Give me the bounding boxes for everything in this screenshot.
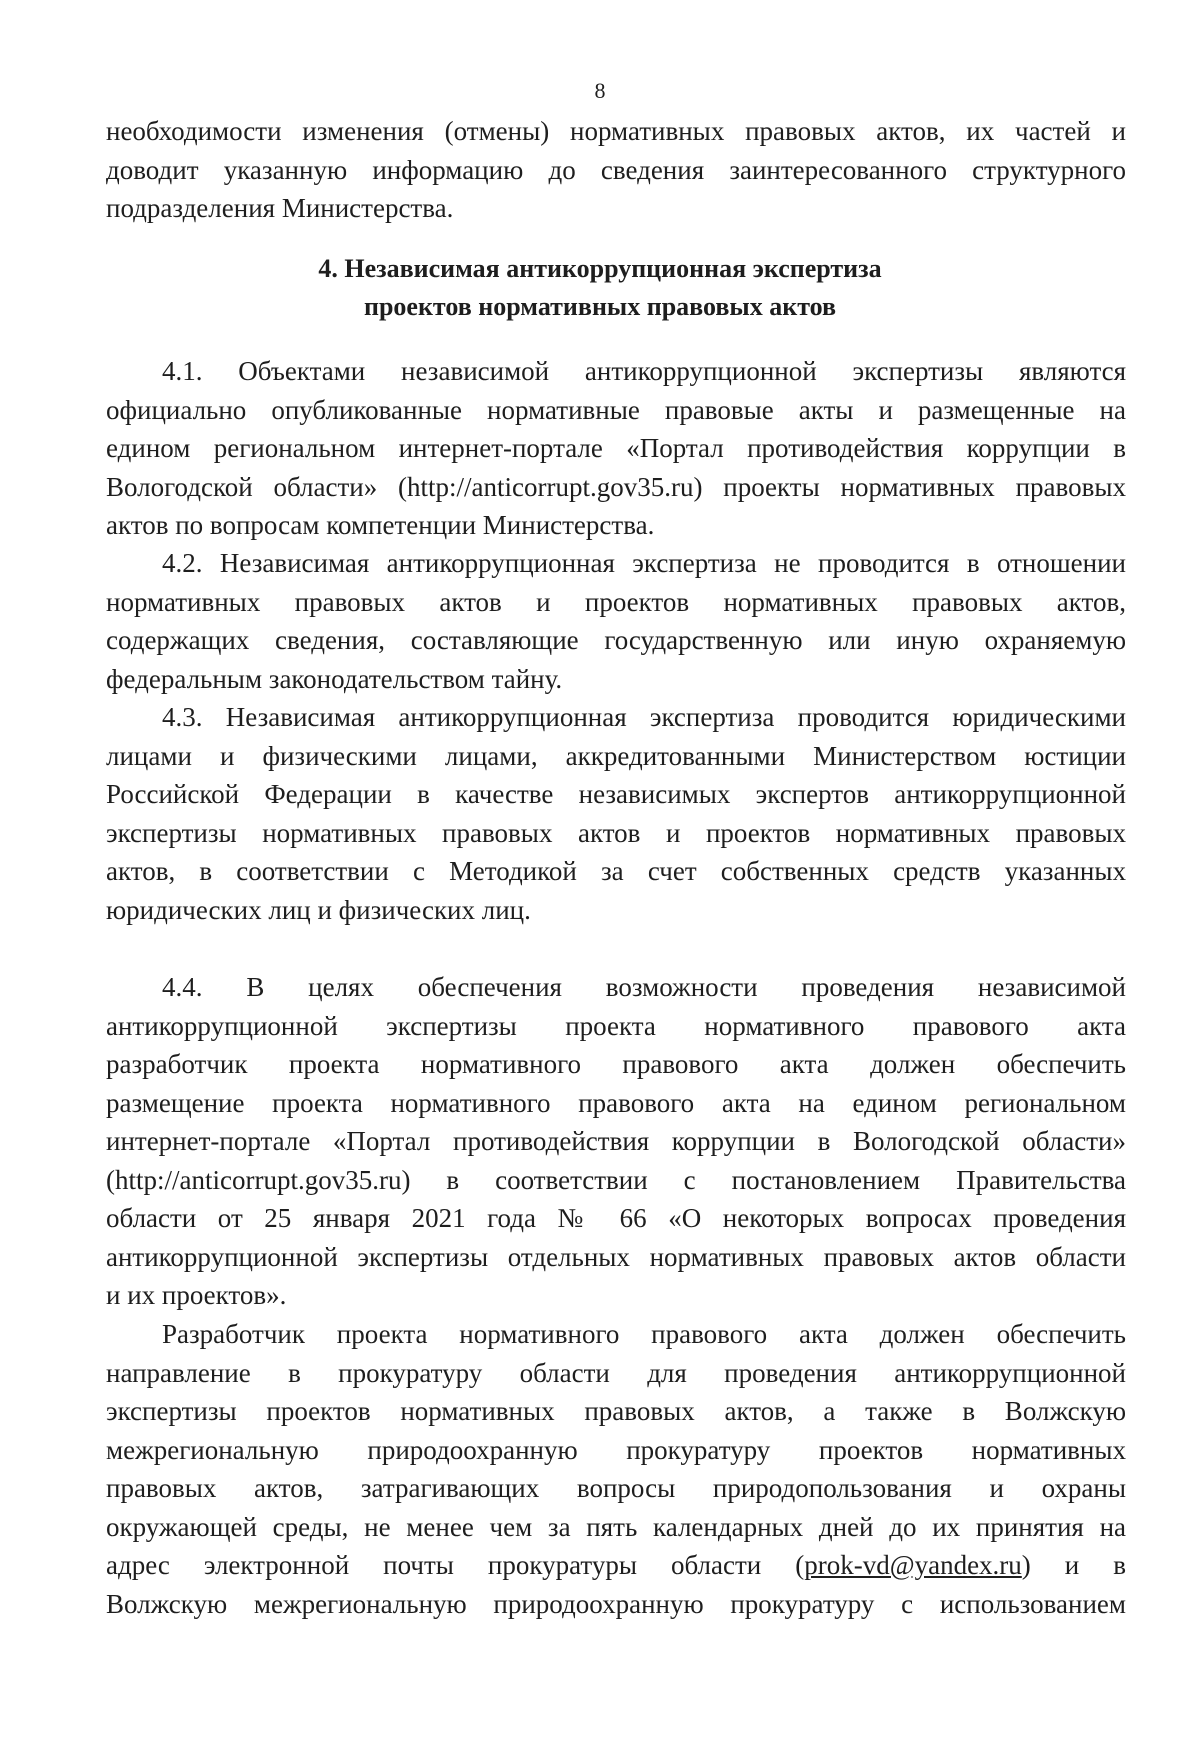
text-line: Волжскую межрегиональную природоохранную прокуратуру с использованием <box>106 1588 1126 1619</box>
text-line: области от 25 января 2021 года № 66 «О некоторых вопросах проведения <box>106 1203 1126 1233</box>
paragraph-4-3 <box>106 698 1126 929</box>
text-line: федеральным законодательством тайну. <box>106 663 563 694</box>
text-line: Вологодской области» (http://anticorrupt.gov35.ru) проекты нормативных правовых <box>106 471 1126 502</box>
text-line: интернет-портале «Портал противодействия коррупции в Вологодской области» <box>106 1126 1126 1156</box>
text-line: актов, в соответствии с Методикой за счет собственных средств указанных <box>106 856 1126 886</box>
text-line: 4.1. Объектами независимой антикоррупционной экспертизы являются <box>162 356 1126 386</box>
text-line: и их проектов». <box>106 1280 287 1310</box>
email-line-before: адрес электронной почты прокуратуры области ( <box>106 1550 805 1580</box>
text-line: официально опубликованные нормативные правовые акты и размещенные на <box>106 394 1126 425</box>
text-line: экспертизы нормативных правовых актов и проектов нормативных правовых <box>106 817 1126 848</box>
text-line: направление в прокуратуру области для проведения антикоррупционной <box>106 1357 1126 1388</box>
text-line: (http://anticorrupt.gov35.ru) в соответствии с постановлением Правительства <box>106 1164 1126 1195</box>
text-line: едином региональном интернет-портале «Портал противодействия коррупции в <box>106 433 1126 463</box>
section-heading <box>0 250 1200 326</box>
text-line: Разработчик проекта нормативного правового акта должен обеспечить <box>162 1319 1126 1349</box>
text-line: 4.4. В целях обеспечения возможности проведения независимой <box>162 972 1126 1002</box>
section-heading-line-1: 4. Независимая антикоррупционная экспертиза <box>318 254 882 283</box>
text-line: нормативных правовых актов и проектов нормативных правовых актов, <box>106 586 1126 617</box>
section-heading-line-2: проектов нормативных правовых актов <box>363 292 837 321</box>
text-line: содержащих сведения, составляющие государственную или иную охраняемую <box>106 625 1126 655</box>
text-line: 4.2. Независимая антикоррупционная экспертиза не проводится в отношении <box>162 548 1126 578</box>
text-line: юридических лиц и физических лиц. <box>106 894 531 925</box>
text-line: подразделения Министерства. <box>106 193 454 223</box>
text-line-email <box>106 1546 1126 1585</box>
text-line: экспертизы проектов нормативных правовых актов, а также в Волжскую <box>106 1396 1126 1426</box>
text-line: Российской Федерации в качестве независимых экспертов антикоррупционной <box>106 779 1126 809</box>
paragraph-4-2 <box>106 544 1126 698</box>
text-line: окружающей среды, не менее чем за пять календарных дней до их принятия на <box>106 1511 1126 1542</box>
page-number: 8 <box>594 78 606 103</box>
email-link[interactable]: prok-vd@yandex.ru <box>804 1550 1022 1580</box>
text-line: 4.3. Независимая антикоррупционная экспертиза проводится юридическими <box>162 702 1126 732</box>
text-line: лицами и физическими лицами, аккредитованными Министерством юстиции <box>106 740 1126 771</box>
email-line-after: ) и в <box>1021 1550 1126 1580</box>
text-line: антикоррупционной экспертизы отдельных нормативных правовых актов области <box>106 1241 1126 1272</box>
text-line: размещение проекта нормативного правового акта на едином региональном <box>106 1087 1126 1118</box>
text-line: правовых актов, затрагивающих вопросы природопользования и охраны <box>106 1473 1126 1503</box>
paragraph-4-1 <box>106 352 1126 545</box>
paragraph-4-4 <box>106 968 1126 1315</box>
paragraph-developer <box>106 1315 1126 1623</box>
intro-paragraph <box>106 112 1126 228</box>
text-line: актов по вопросам компетенции Министерства. <box>106 510 655 540</box>
text-line: необходимости изменения (отмены) нормативных правовых актов, их частей и <box>106 116 1126 146</box>
text-line: антикоррупционной экспертизы проекта нормативного правового акта <box>106 1010 1126 1041</box>
text-line: разработчик проекта нормативного правового акта должен обеспечить <box>106 1049 1126 1079</box>
text-line: доводит указанную информацию до сведения заинтересованного структурного <box>106 154 1126 185</box>
text-line: межрегиональную природоохранную прокуратуру проектов нормативных <box>106 1434 1126 1465</box>
